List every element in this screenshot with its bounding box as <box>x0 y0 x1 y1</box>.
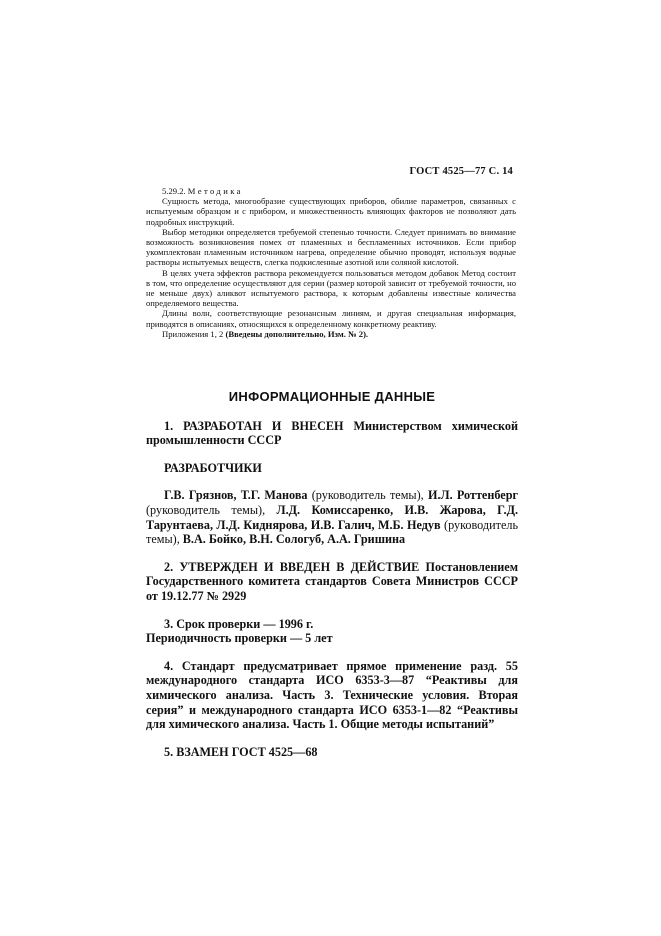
section-title: Методика <box>187 186 243 196</box>
method-heading <box>146 186 516 196</box>
developers-heading: РАЗРАБОТЧИКИ <box>164 460 262 475</box>
method-paragraph-1: Сущность метода, многообразие существующих приборов, обилие параметров, связанных с испытуемым образцом и с прибором, и множественность влияющих факторов не позволяют дать подробных инструкций. <box>146 196 516 227</box>
developer-role-2: (руководитель темы), <box>146 502 266 517</box>
info-item-3-review: 3. Срок проверки — 1996 г. <box>164 616 314 631</box>
info-item-3-periodicity: Периодичность проверки — 5 лет <box>146 631 333 646</box>
developers-list <box>146 488 518 546</box>
developer-role-3: (руководитель темы), <box>146 517 519 547</box>
info-item-2: 2. УТВЕРЖДЕН И ВВЕДЕН В ДЕЙСТВИЕ Постановлением Государственного комитета стандартов Совета Министров СССР от 19.12.77 № 2929 <box>146 559 518 603</box>
method-paragraph-4: Длины волн, соответствующие резонансным линиям, и другая специальная информация, приводятся в описаниях, относящихся к определенному конкретному реактиву. <box>146 308 516 329</box>
amendment-note: (Введены дополнительно, Изм. № 2). <box>225 328 369 339</box>
developer-group-2: И.Л. Роттенберг <box>427 488 519 503</box>
method-section <box>146 186 516 339</box>
page-header: ГОСТ 4525—77 С. 14 <box>409 166 513 177</box>
method-paragraph-3: В целях учета эффектов раствора рекомендуется пользоваться методом добавок Метод состоит в том, что определение осуществляют для серии (размер которой зависит от требуемой точности, но не меньше двух) аликвот испытуемого раствора, к которым добавлены известные количества определяемого вещества. <box>146 267 516 309</box>
developer-group-3: Л.Д. Комиссаренко, И.В. Жарова, Г.Д. Тарунтаева, Л.Д. Киднярова, И.В. Галич, М.Б. Недув <box>146 502 519 532</box>
info-item-5: 5. ВЗАМЕН ГОСТ 4525—68 <box>164 744 318 759</box>
section-number: 5.29.2. <box>162 186 186 196</box>
developer-group-1: Г.В. Грязнов, Т.Г. Манова <box>164 488 308 503</box>
developer-group-4: В.А. Бойко, В.Н. Сологуб, А.А. Гришина <box>182 532 406 547</box>
developer-role-1: (руководитель темы), <box>311 488 424 503</box>
info-item-1: 1. РАЗРАБОТАН И ВНЕСЕН Министерством химической промышленности СССР <box>146 418 518 448</box>
appendix-note <box>146 329 516 339</box>
information-data-section <box>146 390 518 772</box>
method-paragraph-2: Выбор методики определяется требуемой степенью точности. Следует принимать во внимание возможность возникновения помех от пламенных и беспламенных источников. Если прибор укомплектован пламенным источником нагрева, определение обычно проводят, используя водные растворы испытуемых веществ, слегка подкисленные азотной или соляной кислотой. <box>146 226 516 268</box>
appendix-prefix: Приложения 1, 2 <box>162 328 224 339</box>
info-title: ИНФОРМАЦИОННЫЕ ДАННЫЕ <box>228 389 436 404</box>
info-item-4: 4. Стандарт предусматривает прямое применение разд. 55 международного стандарта ИСО 6353-3—87 “Реактивы для химического анализа. Часть 3. Технические условия. Вторая серия” и международного стандарта ИСО 6353-1—82 “Реактивы для химического анализа. Часть 1. Общие методы испытаний” <box>146 658 518 732</box>
